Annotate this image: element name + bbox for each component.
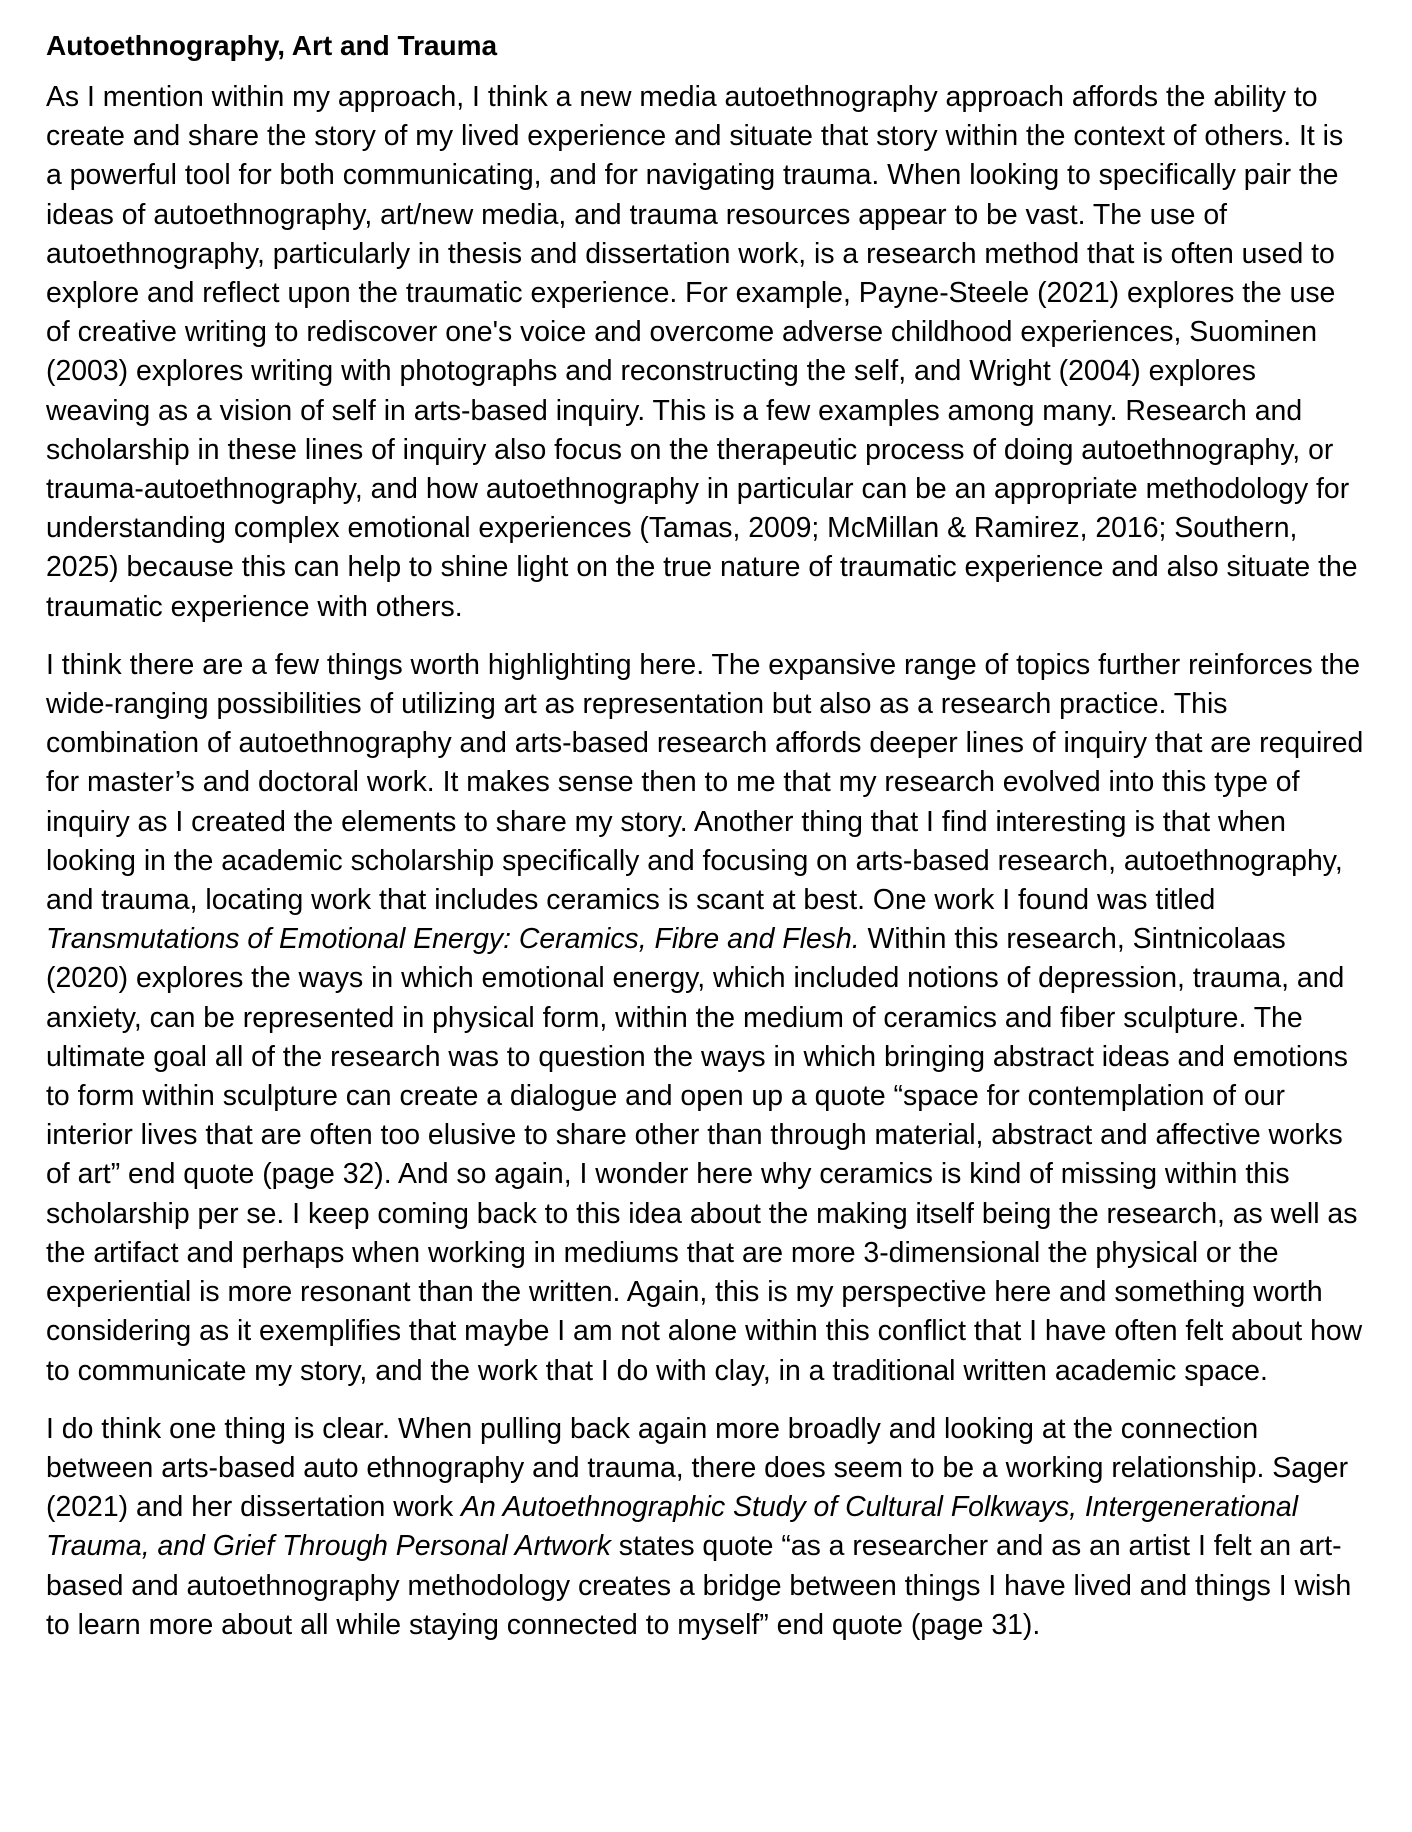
paragraph-2-text-end: Within this research, Sintnicolaas (2020) explores the ways in which emotional energy, which included notions of depression, trauma, and anxiety, can be represented in physical form, within the medium of ceramics and fiber sculpture. The ultimate goal all of the research was to question the ways in which bringing abstract ideas and emotions to form within sculpture can create a dialogue and open up a quote “space for contemplation of our interior lives that are often too elusive to share other than through material, abstract and affective works of art” end quote (page 32). And so again, I wonder here why ceramics is kind of missing within this scholarship per se. I keep coming back to this idea about the making itself being the research, as well as the artifact and perhaps when working in mediums that are more 3-dimensional the physical or the experiential is more resonant than the written. Again, this is my perspective here and something worth considering as it exemplifies that maybe I am not alone within this conflict that I have often felt about how to communicate my story, and the work that I do with clay, in a traditional written academic space. bbox=[46, 923, 1363, 1387]
work-title-transmutations: Transmutations of Emotional Energy: Ceramics, Fibre and Flesh. bbox=[46, 923, 860, 956]
section-heading: Autoethnography, Art and Trauma bbox=[46, 30, 498, 61]
document-page bbox=[46, 20, 1366, 1664]
paragraph-2-text-start: I think there are a few things worth highlighting here. The expansive range of topics further reinforces the wide-ranging possibilities of utilizing art as representation but also as a research practice. This combination of autoethnography and arts-based research affords deeper lines of inquiry that are required for master’s and doctoral work. It makes sense then to me that my research evolved into this type of inquiry as I created the elements to share my story. Another thing that I find interesting is that when looking in the academic scholarship specifically and focusing on arts-based research, autoethnography, and trauma, locating work that includes ceramics is scant at best. One work I found was titled bbox=[46, 648, 1364, 917]
paragraph-3-text-end: states quote “as a researcher and as an artist I felt an art-based and autoethnography methodology creates a bridge between things I have lived and things I wish to learn more about all while staying connected to myself” end quote (page 31). bbox=[46, 1530, 1352, 1641]
paragraph-3-text-start: I do think one thing is clear. When pulling back again more broadly and looking at the connection between arts-based auto ethnography and trauma, there does seem to be a working relationship. Sager (2021) and her dissertation work bbox=[46, 1412, 1349, 1524]
paragraph-2 bbox=[46, 646, 1366, 1391]
paragraph-1 bbox=[46, 78, 1366, 627]
paragraph-1-text: As I mention within my approach, I think a new media autoethnography approach affords the ability to create and share the story of my lived experience and situate that story within the context of others. It is a powerful tool for both communicating, and for navigating trauma. When looking to specifically pair the ideas of autoethnography, art/new media, and trauma resources appear to be vast. The use of autoethnography, particularly in thesis and dissertation work, is a research method that is often used to explore and reflect upon the traumatic experience. For example, Payne-Steele (2021) explores the use of creative writing to rediscover one's voice and overcome adverse childhood experiences, Suominen (2003) explores writing with photographs and reconstructing the self, and Wright (2004) explores weaving as a vision of self in arts-based inquiry. This is a few examples among many. Research and scholarship in these lines of inquiry also focus on the therapeutic process of doing autoethnography, or trauma-autoethnography, and how autoethnography in particular can be an appropriate methodology for understanding complex emotional experiences (Tamas, 2009; McMillan & Ramirez, 2016; Southern, 2025) because this can help to shine light on the true nature of traumatic experience and also situate the traumatic experience with others. bbox=[46, 81, 1358, 623]
paragraph-3 bbox=[46, 1410, 1366, 1645]
work-title-autoethnographic-study: An Autoethnographic Study of Cultural Folkways, Intergenerational Trauma, and Grief Through Personal Artwork bbox=[46, 1491, 1299, 1563]
